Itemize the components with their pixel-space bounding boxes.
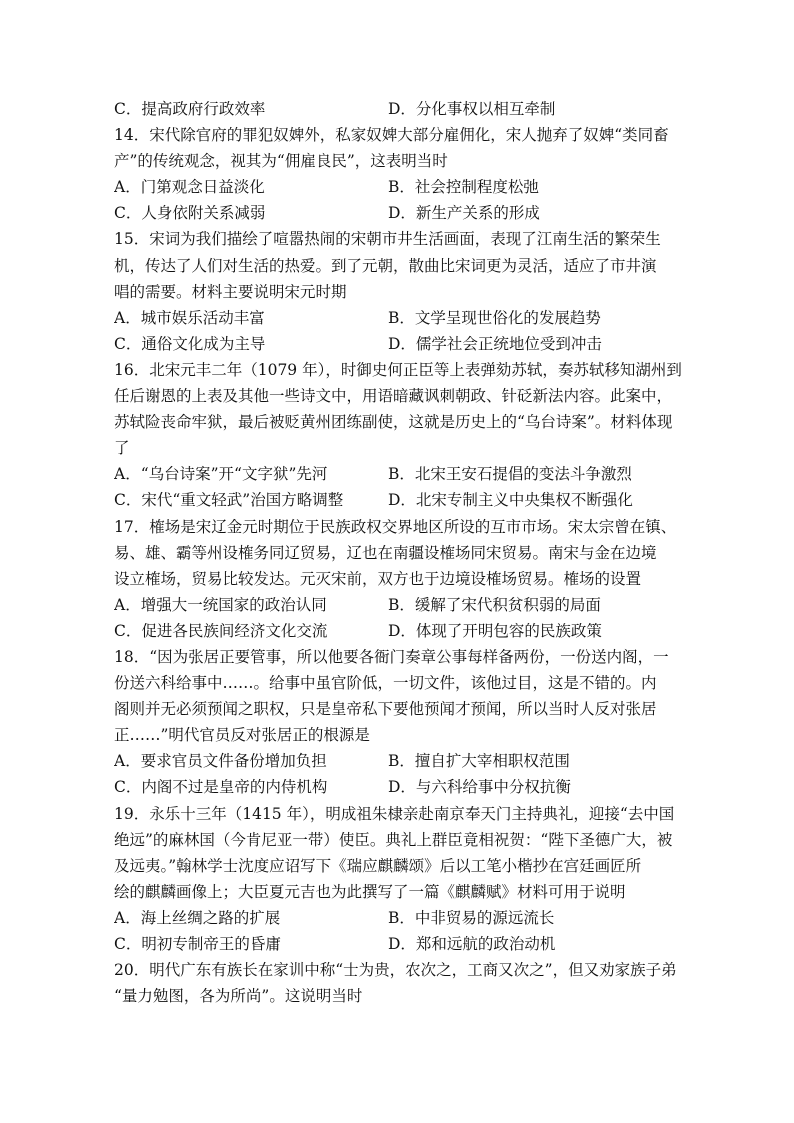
q15-options-cd (114, 331, 684, 357)
q19-option-b[interactable]: B．中非贸易的源远流长 (388, 908, 555, 927)
q16-stem-line: 了 (114, 439, 130, 458)
q15-options-ab (114, 305, 684, 331)
question-15 (114, 226, 684, 356)
q14-stem-line: 产”的传统观念，视其为“佣雇良民”，这表明当时 (114, 152, 448, 171)
q19-stem-line: 19．永乐十三年（1415 年），明成祖朱棣亲赴南京奉天门主持典礼，迎接“去中国 (114, 804, 675, 823)
q17-options-ab (114, 592, 684, 618)
q16-option-c[interactable]: C．宋代“重文轻武”治国方略调整 (114, 491, 344, 510)
q15-stem-line: 机，传达了人们对生活的热爱。到了元朝，散曲比宋词更为灵活，适应了市井演 (114, 256, 657, 275)
q15-stem-line: 唱的需要。材料主要说明宋元时期 (114, 282, 347, 301)
question-20 (114, 957, 684, 1009)
q19-stem-line: 及远夷。”翰林学士沈度应诏写下《瑞应麒麟颂》后以工笔小楷抄在宫廷画匠所 (114, 856, 642, 875)
q19-stem-line: 绘的麒麟画像上；大臣夏元吉也为此撰写了一篇《麒麟赋》材料可用于说明 (114, 882, 626, 901)
q16-options-ab (114, 461, 684, 487)
q13-options-cd (114, 96, 684, 122)
q15-stem-line: 15．宋词为我们描绘了喧嚣热闹的宋朝市井生活画面，表现了江南生活的繁荣生 (114, 230, 661, 249)
q13-option-c[interactable]: C．提高政府行政效率 (114, 100, 266, 118)
q15-option-a[interactable]: A．城市娱乐活动丰富 (114, 308, 265, 327)
q19-option-a[interactable]: A．海上丝绸之路的扩展 (114, 908, 281, 927)
q16-option-a[interactable]: A．“乌台诗案”开“文字狱”先河 (114, 465, 328, 484)
q16-option-d[interactable]: D．北宋专制主义中央集权不断强化 (388, 491, 633, 510)
q16-options-cd (114, 487, 684, 513)
q17-option-a[interactable]: A．增强大一统国家的政治认同 (114, 595, 327, 614)
q18-stem-line: 18．“因为张居正要管事，所以他要各衙门奏章公事每样备两份，一份送内阁，一 (114, 647, 669, 666)
q18-option-b[interactable]: B．擅自扩大宰相职权范围 (388, 752, 570, 771)
q15-option-d[interactable]: D．儒学社会正统地位受到冲击 (388, 334, 602, 353)
q14-option-a[interactable]: A．门第观念日益淡化 (114, 178, 265, 197)
q20-stem-line: “量力勉图，各为所尚”。这说明当时 (114, 987, 363, 1006)
q16-option-b[interactable]: B．北宋王安石提倡的变法斗争激烈 (388, 465, 632, 484)
q20-stem-line: 20．明代广东有族长在家训中称“士为贵，农次之，工商又次之”，但又劝家族子弟 (114, 961, 677, 980)
q14-options-ab (114, 174, 684, 200)
q18-options-ab (114, 748, 684, 774)
q17-option-b[interactable]: B．缓解了宋代积贫积弱的局面 (388, 595, 601, 614)
q17-stem-line: 设立榷场，贸易比较发达。元灭宋前，双方也于边境设榷场贸易。榷场的设置 (114, 569, 642, 588)
question-14 (114, 122, 684, 226)
exam-page (114, 96, 684, 1009)
q18-stem-line: 份送六科给事中……。给事中虽官阶低，一切文件，该他过目，这是不错的。内 (114, 674, 657, 693)
question-17 (114, 514, 684, 644)
q14-option-c[interactable]: C．人身依附关系减弱 (114, 204, 266, 223)
q18-option-c[interactable]: C．内阁不过是皇帝的内侍机构 (114, 778, 328, 797)
q13-option-d[interactable]: D．分化事权以相互牵制 (388, 100, 556, 118)
q14-stem-line: 14．宋代除官府的罪犯奴婢外，私家奴婢大部分雇佣化，宋人抛弃了奴婢“类同畜 (114, 126, 669, 145)
q14-options-cd (114, 200, 684, 226)
q17-stem-line: 17．榷场是宋辽金元时期位于民族政权交界地区所设的互市市场。宋太宗曾在镇、 (114, 517, 677, 536)
q17-option-d[interactable]: D．体现了开明包容的民族政策 (388, 621, 602, 640)
q16-stem-line: 苏轼险丧命牢狱，最后被贬黄州团练副使，这就是历史上的“乌台诗案”。材料体现 (114, 413, 673, 432)
question-18 (114, 644, 684, 801)
q16-stem-line: 16．北宋元丰二年（1079 年），时御史何正臣等上表弹劾苏轼，奏苏轼移知湖州到 (114, 360, 682, 379)
q19-option-c[interactable]: C．明初专制帝王的昏庸 (114, 935, 281, 953)
q18-stem-line: 阁则并无必须预闻之职权，只是皇帝私下要他预闻才预闻，所以当时人反对张居 (114, 700, 657, 719)
q17-stem-line: 易、雄、霸等州设榷务同辽贸易，辽也在南疆设榷场同宋贸易。南宋与金在边境 (114, 543, 657, 562)
q18-options-cd (114, 774, 684, 800)
q17-option-c[interactable]: C．促进各民族间经济文化交流 (114, 621, 328, 640)
q16-stem-line: 任后谢恩的上表及其他一些诗文中，用语暗藏讽刺朝政、针砭新法内容。此案中， (114, 387, 673, 406)
question-16 (114, 357, 684, 514)
q15-option-c[interactable]: C．通俗文化成为主导 (114, 334, 266, 353)
q18-option-d[interactable]: D．与六科给事中分权抗衡 (388, 778, 571, 797)
q19-options-ab (114, 905, 684, 931)
q17-options-cd (114, 618, 684, 644)
q14-option-b[interactable]: B．社会控制程度松弛 (388, 178, 539, 197)
q18-stem-line: 正……”明代官员反对张居正的根源是 (114, 726, 370, 745)
question-19 (114, 801, 684, 958)
q18-option-a[interactable]: A．要求官员文件备份增加负担 (114, 752, 327, 771)
q19-options-cd (114, 931, 684, 957)
q19-option-d[interactable]: D．郑和远航的政治动机 (388, 935, 556, 953)
q14-option-d[interactable]: D．新生产关系的形成 (388, 204, 540, 223)
q19-stem-line: 绝远”的麻林国（今肯尼亚一带）使臣。典礼上群臣竟相祝贺：“陛下圣德广大，被 (114, 830, 673, 849)
q15-option-b[interactable]: B．文学呈现世俗化的发展趋势 (388, 308, 601, 327)
